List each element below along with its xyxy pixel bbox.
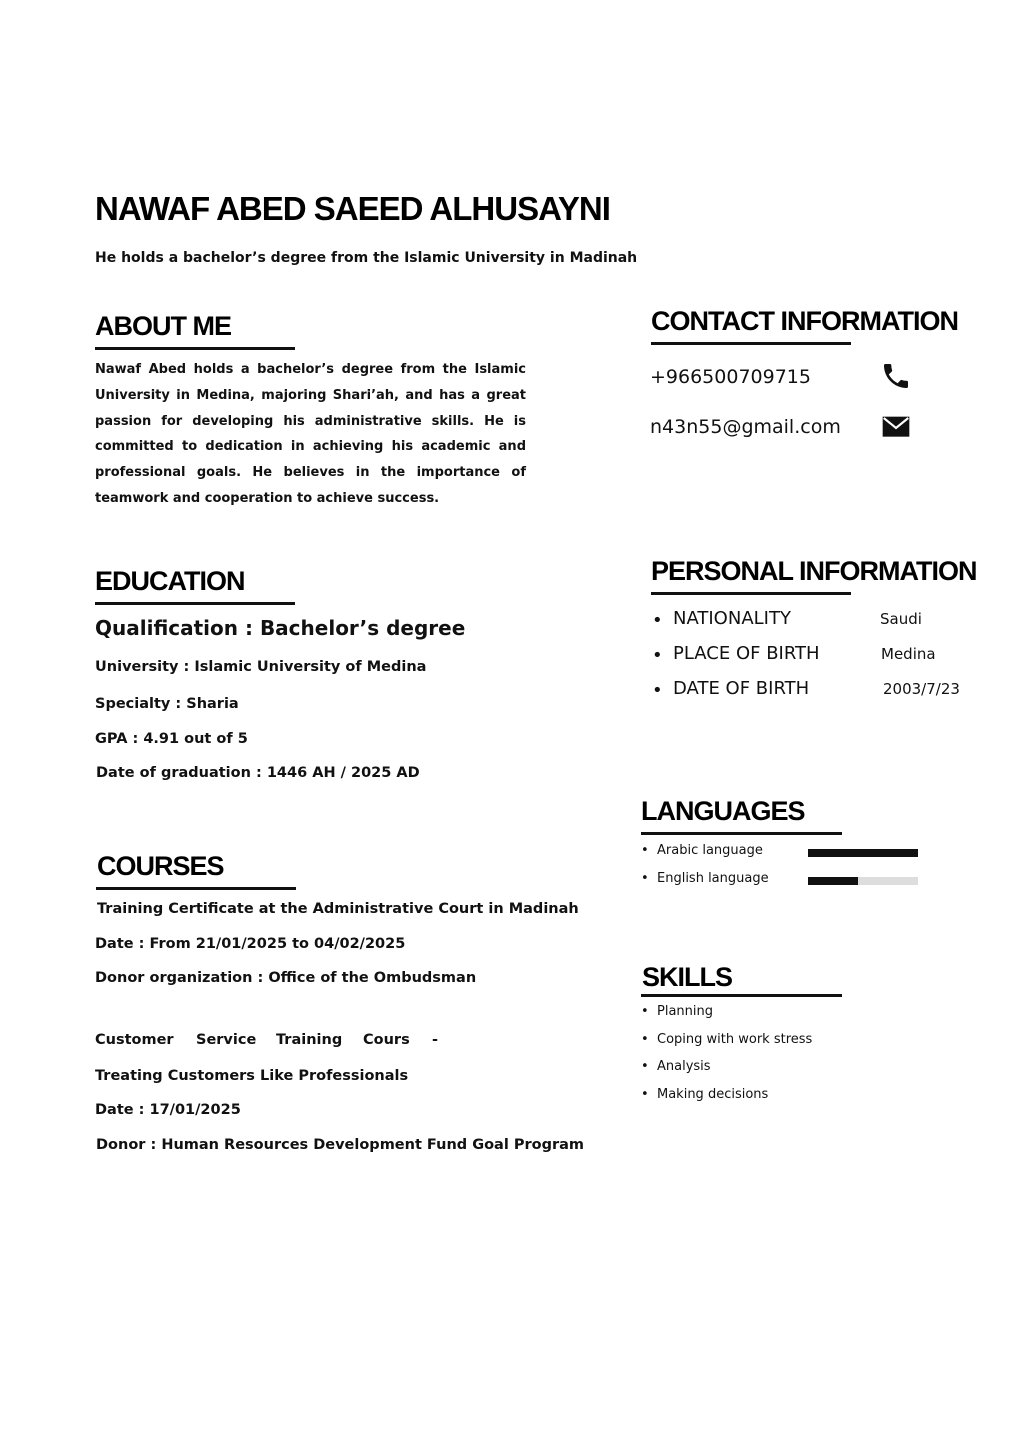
personal-label: PLACE OF BIRTH (673, 643, 820, 664)
contact-underline (651, 342, 851, 345)
languages-title: LANGUAGES (641, 796, 805, 826)
language-level-bar (808, 877, 918, 885)
course-2-name-line1 (95, 1032, 441, 1054)
phone-icon (880, 360, 912, 392)
bullet-icon: • (641, 871, 649, 886)
bullet-icon: • (641, 1004, 649, 1019)
course-2-word: Customer (95, 1032, 174, 1048)
bullet-icon: • (641, 1032, 649, 1047)
skill-item (641, 1032, 812, 1047)
personal-underline (651, 592, 851, 595)
skill-name: Making decisions (657, 1087, 769, 1102)
about-underline (95, 347, 295, 350)
skill-name: Coping with work stress (657, 1032, 813, 1047)
skill-name: Planning (657, 1004, 713, 1019)
skills-title: SKILLS (642, 962, 733, 992)
education-title: EDUCATION (95, 566, 245, 596)
education-specialty: Specialty : Sharia (95, 696, 239, 712)
language-level-fill (808, 877, 858, 885)
personal-label: NATIONALITY (673, 608, 791, 629)
bullet-icon: • (652, 645, 663, 666)
skill-item (641, 1004, 713, 1019)
course-2-word: Cours (363, 1032, 410, 1048)
language-name: English language (657, 871, 769, 886)
language-item (641, 843, 763, 858)
course-2-date: Date : 17/01/2025 (95, 1102, 241, 1118)
personal-value: Medina (881, 645, 936, 663)
personal-value: 2003/7/23 (883, 680, 960, 698)
contact-title: CONTACT INFORMATION (651, 306, 958, 336)
language-level-fill (808, 849, 918, 857)
personal-title: PERSONAL INFORMATION (651, 556, 977, 586)
bullet-icon: • (641, 1087, 649, 1102)
course-2-word: Service (196, 1032, 257, 1048)
language-name: Arabic language (657, 843, 763, 858)
bullet-icon: • (652, 680, 663, 701)
languages-underline (641, 832, 842, 835)
language-item (641, 871, 769, 886)
course-2-name-line2: Treating Customers Like Professionals (95, 1068, 409, 1084)
about-title: ABOUT ME (95, 311, 231, 341)
skills-underline (641, 994, 842, 997)
profile-subtitle: He holds a bachelor’s degree from the Islamic University in Madinah (95, 250, 638, 266)
course-1-date: Date : From 21/01/2025 to 04/02/2025 (95, 936, 406, 952)
bullet-icon: • (641, 1059, 649, 1074)
course-1-donor: Donor organization : Office of the Ombudsman (95, 970, 477, 986)
about-text: Nawaf Abed holds a bachelor’s degree from the Islamic University in Medina, majoring Shari’ah, and has a great passion for developing his administrative skills. He is committed to dedication in achieving his academic and professional goals. He believes in the importance of teamwork and cooperation to achieve success. (95, 362, 526, 506)
skill-name: Analysis (657, 1059, 711, 1074)
education-qualification: Qualification : Bachelor’s degree (95, 616, 466, 640)
education-underline (95, 602, 295, 605)
education-graduation-date: Date of graduation : 1446 AH / 2025 AD (96, 765, 420, 781)
contact-phone[interactable]: +966500709715 (650, 366, 811, 388)
course-1-name: Training Certificate at the Administrative Court in Madinah (97, 901, 579, 917)
course-2-word: Training (276, 1032, 343, 1048)
full-name: NAWAF ABED SAEED ALHUSAYNI (95, 190, 610, 227)
personal-label: DATE OF BIRTH (673, 678, 810, 699)
bullet-icon: • (652, 610, 663, 631)
skill-item (641, 1087, 768, 1102)
language-level-bar (808, 849, 918, 857)
education-gpa: GPA : 4.91 out of 5 (95, 731, 248, 747)
envelope-icon (880, 410, 912, 442)
contact-email[interactable]: n43n55@gmail.com (650, 416, 841, 438)
course-2-word: - (432, 1032, 439, 1048)
course-2-donor: Donor : Human Resources Development Fund Goal Program (96, 1137, 585, 1153)
personal-item-place-of-birth (652, 643, 992, 671)
skill-item (641, 1059, 711, 1074)
personal-item-nationality (652, 608, 992, 636)
personal-item-date-of-birth (652, 678, 992, 706)
education-university: University : Islamic University of Medina (95, 659, 427, 675)
courses-title: COURSES (97, 851, 224, 881)
personal-value: Saudi (880, 610, 922, 628)
courses-underline (96, 887, 296, 890)
bullet-icon: • (641, 843, 649, 858)
